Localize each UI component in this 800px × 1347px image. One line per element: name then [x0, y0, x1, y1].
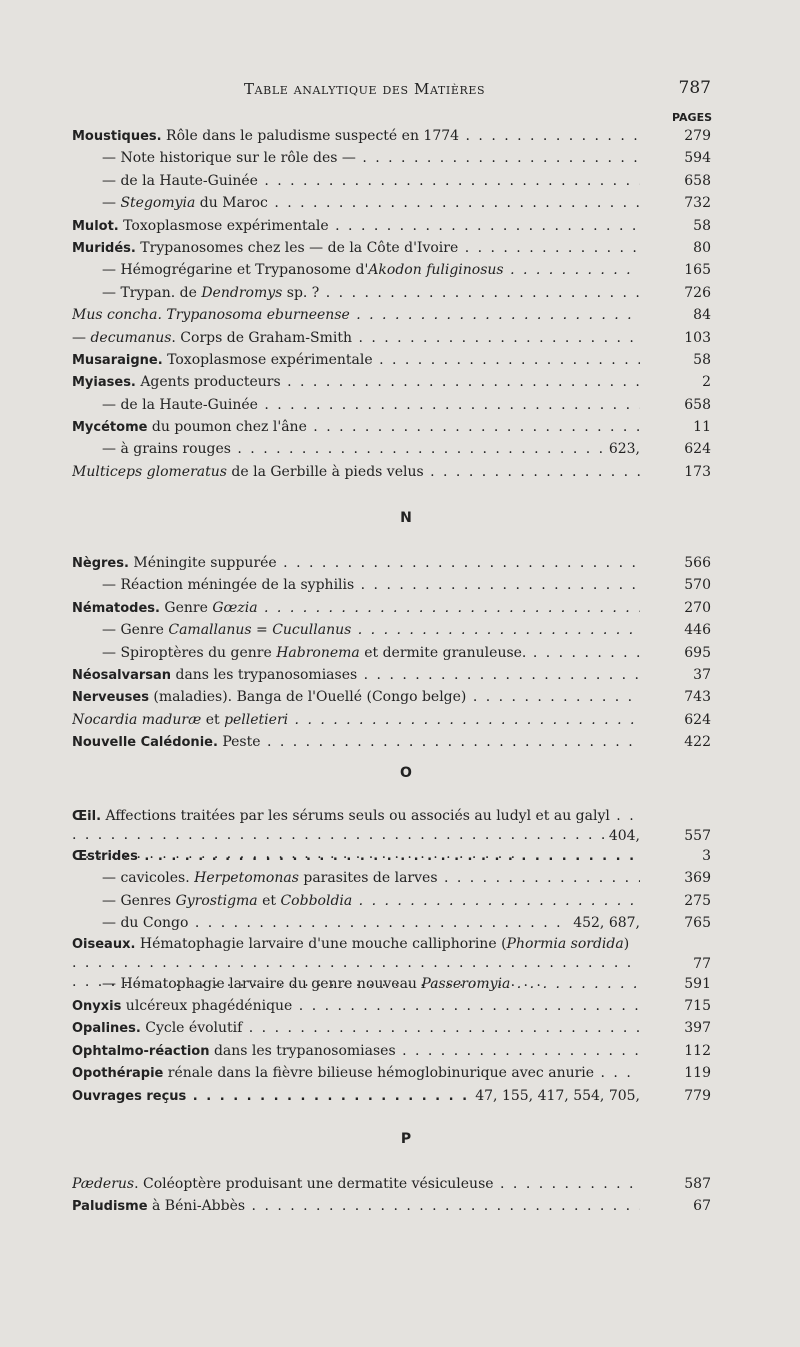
entry-heading: Opothérapie [72, 1066, 164, 1082]
entry-italic-term: decumanus [90, 329, 172, 346]
entry-text [72, 597, 640, 620]
entry-page-ref: 275 [684, 892, 711, 909]
index-entry [0, 192, 800, 214]
entry-description: Toxoplasmose expérimentale . . . [119, 218, 640, 234]
entry-italic-term: Habronema [276, 644, 360, 661]
index-entry [0, 597, 800, 619]
index-section-o [0, 763, 800, 1107]
index-entry [0, 327, 800, 349]
entry-description: ulcéreux phagédénique . . . [121, 998, 640, 1014]
entry-description: Genre [120, 622, 169, 639]
entry-description: — [72, 329, 91, 346]
entry-text [72, 1017, 640, 1040]
index-section-n [0, 508, 800, 754]
entry-description: Genre [159, 599, 213, 616]
entry-description: du Congo . . . [120, 915, 640, 931]
entry-description: . Coléoptère produisant une dermatite vésiculeuse . . . [134, 1176, 640, 1192]
entry-heading: Œil. [72, 809, 102, 824]
entry-description: Agents producteurs . . . [136, 374, 640, 390]
entry-text [72, 995, 640, 1018]
index-entry [0, 1173, 800, 1195]
entry-italic-term: Gyrostigma [175, 892, 258, 909]
entry-italic-term: Mus concha. Trypanosoma eburneense . . . [72, 307, 640, 323]
entry-description: . Corps de Graham-Smith . . . [171, 330, 640, 346]
index-entry [0, 371, 800, 393]
section-letter: O [400, 765, 412, 781]
entry-page-ref: 67 [693, 1198, 711, 1215]
entry-page-ref: 594 [684, 150, 711, 167]
entry-description: — [102, 870, 121, 887]
entry-page-ref: 591 [684, 975, 711, 992]
entry-heading: Opalines. [72, 1021, 141, 1037]
entry-text [102, 438, 640, 460]
index-entry [0, 349, 800, 371]
entry-page-ref: 119 [684, 1065, 711, 1082]
entry-text [72, 215, 640, 238]
entry-page-ref: 77 [693, 955, 711, 972]
entry-heading: Œstrides . . . [72, 849, 640, 864]
index-entry [0, 574, 800, 596]
entry-text [102, 574, 640, 596]
entry-text [72, 371, 640, 394]
entry-description: — [102, 284, 121, 301]
index-entry [0, 709, 800, 731]
index-entry [0, 686, 800, 708]
entry-description: rénale dans la fièvre bilieuse hémoglobinurique avec anurie . . . [163, 1065, 640, 1081]
entry-text [72, 327, 640, 349]
entry-description: Hémogrégarine et Trypanosome d' [120, 262, 369, 279]
entry-description: Affections traitées par les sérums seuls ou associés au ludyl et au galyl . . . [72, 808, 636, 862]
entry-heading: Mycétome [72, 420, 148, 436]
entry-description: — [102, 975, 121, 992]
entry-heading: Muridés. [72, 240, 136, 256]
entry-description: ) . . . [72, 936, 633, 990]
entry-description: Genres [120, 892, 176, 909]
entry-text [102, 619, 640, 641]
index-section-p [0, 1129, 800, 1218]
entry-text [72, 304, 640, 326]
entry-text [72, 731, 640, 754]
entry-page-ref: 58 [693, 351, 711, 368]
entry-italic-term: Herpetomonas [194, 870, 299, 887]
index-entry [0, 394, 800, 416]
index-entry [0, 438, 800, 460]
entry-description: de la Gerbille à pieds velus . . . [227, 464, 640, 480]
entry-italic-term: Stegomyia [120, 195, 196, 212]
entry-text [102, 973, 640, 995]
index-entry [0, 642, 800, 664]
entry-page-ref: 173 [684, 463, 711, 480]
entry-page-ref: 566 [684, 555, 711, 571]
entry-italic-term: pelletieri . . . [224, 712, 640, 728]
index-entry [0, 664, 800, 686]
entry-page-ref: 570 [684, 577, 711, 594]
entry-description: sp. ? . . . [282, 285, 640, 301]
entry-page-ref: 397 [684, 1020, 711, 1037]
entry-text [72, 845, 640, 868]
entry-heading: Nématodes. [72, 600, 160, 616]
index-entry [0, 282, 800, 304]
entry-description: Spiroptères du genre [120, 644, 277, 661]
entry-text [72, 1062, 640, 1085]
entry-description: — [102, 441, 121, 458]
entry-text [102, 394, 640, 416]
entry-description: — [102, 396, 121, 413]
index-entry [0, 259, 800, 281]
entry-text [72, 416, 640, 439]
index-entry [0, 147, 800, 169]
entry-description: — [102, 915, 121, 932]
entry-heading: Onyxis [72, 998, 122, 1014]
entry-extra-pages: 404, [605, 825, 640, 847]
entry-page-ref: 695 [684, 644, 711, 661]
index-entry [0, 1062, 800, 1084]
entry-page-ref: 624 [684, 441, 711, 458]
entry-description: du poumon chez l'âne . . . [147, 419, 640, 435]
index-entry [0, 845, 800, 867]
entry-description: — [102, 622, 121, 639]
entry-description: Méningite suppurée . . . [129, 555, 640, 571]
entry-description: (maladies). Banga de l'Ouellé (Congo belge) . . . [149, 689, 640, 705]
entry-heading: Nouvelle Calédonie. [72, 735, 218, 751]
entry-description: de la Haute-Guinée . . . [120, 397, 640, 413]
entry-description: — [102, 172, 121, 189]
entry-heading: Nerveuses [72, 690, 149, 706]
entry-heading: Moustiques. [72, 129, 162, 144]
entry-page-ref: 743 [684, 689, 711, 706]
entry-description: à grains rouges . . . [120, 441, 640, 457]
index-entry [0, 1017, 800, 1039]
entry-page-ref: 422 [684, 734, 711, 751]
entry-description: Cycle évolutif . . . [141, 1020, 640, 1036]
entry-page-ref: 2 [702, 374, 711, 391]
entry-italic-term: Camallanus = Cucullanus . . . [168, 622, 640, 638]
entry-description: de la Haute-Guinée . . . [120, 173, 640, 189]
index-entry [0, 170, 800, 192]
index-entry [0, 731, 800, 753]
entry-text [72, 237, 640, 260]
entry-italic-term: Cobboldia . . . [280, 893, 640, 909]
entry-description: — [102, 262, 121, 279]
entry-page-ref: 715 [684, 997, 711, 1014]
index-entry [0, 867, 800, 889]
index-entry [0, 995, 800, 1017]
entry-page-ref: 658 [684, 172, 711, 189]
section-letter: P [400, 1131, 412, 1147]
entry-description: — [102, 150, 121, 167]
entry-text [72, 664, 640, 687]
entry-extra-pages: 47, 155, 417, 554, 705, [471, 1085, 640, 1107]
entry-text [102, 282, 640, 304]
entry-text [102, 259, 640, 281]
entry-page-ref: 37 [693, 666, 711, 683]
entry-extra-pages: 452, 687, [569, 912, 640, 934]
pages-column-label: PAGES [671, 111, 712, 124]
entry-page-ref: 279 [684, 128, 711, 144]
entry-page-ref: 11 [693, 419, 711, 436]
entry-text [72, 125, 640, 148]
entry-description: Toxoplasmose expérimentale . . . [163, 352, 640, 368]
entry-page-ref: 587 [684, 1176, 711, 1192]
entry-page-ref: 624 [684, 711, 711, 728]
entry-text [72, 709, 640, 731]
entry-page-ref: 557 [684, 828, 711, 844]
entry-page-ref: 165 [684, 262, 711, 279]
entry-description: du Maroc . . . [195, 195, 640, 211]
entry-page-ref: 658 [684, 396, 711, 413]
entry-page-ref: 80 [693, 239, 711, 256]
entry-description: — [102, 644, 121, 661]
page-number: 787 [678, 78, 711, 98]
entry-page-ref: 732 [684, 195, 711, 212]
index-entry [0, 619, 800, 641]
entry-text [72, 349, 640, 372]
entry-text [102, 912, 640, 934]
entry-heading: Ouvrages reçus . . . [72, 1089, 640, 1104]
section-letter: N [400, 510, 412, 526]
entry-description: cavicoles. [120, 870, 195, 887]
entry-page-ref: 84 [693, 307, 711, 324]
entry-extra-pages: 623, [605, 438, 640, 460]
index-entry [0, 1085, 800, 1107]
index-entry [0, 912, 800, 934]
entry-text [102, 192, 640, 214]
entry-description: Note historique sur le rôle des — . . . [120, 150, 640, 166]
entry-text [102, 642, 640, 664]
entry-text [102, 147, 640, 169]
index-entry [0, 215, 800, 237]
entry-description: et dermite granuleuse. . . . [360, 645, 640, 661]
entry-heading: Oiseaux. [72, 936, 136, 952]
entry-page-ref: 103 [684, 329, 711, 346]
entry-italic-term: Dendromys [201, 284, 283, 301]
entry-text [72, 1195, 640, 1218]
entry-text [72, 1173, 640, 1195]
entry-text [102, 867, 640, 889]
entry-italic-term: Passeromyia . . . [421, 976, 640, 992]
entry-page-ref: 765 [684, 915, 711, 932]
entry-description: Hématophagie larvaire d'une mouche calliphorine ( [135, 935, 507, 952]
entry-description: et [201, 711, 225, 728]
entry-description: Trypanosomes chez les — de la Côte d'Ivoire . . . [136, 240, 640, 256]
entry-text [72, 686, 640, 709]
entry-page-ref: 726 [684, 284, 711, 301]
entry-description: — [102, 195, 121, 212]
entry-italic-term: Multiceps glomeratus [72, 463, 227, 480]
entry-heading: Nègres. [72, 556, 129, 571]
index-entry [0, 807, 800, 845]
entry-text [72, 1040, 640, 1063]
entry-page-ref: 779 [684, 1087, 711, 1104]
entry-text [102, 890, 640, 912]
entry-heading: Mulot. [72, 218, 119, 234]
entry-description: à Béni-Abbès . . . [148, 1198, 640, 1214]
index-entry [0, 416, 800, 438]
entry-italic-term: Nocardia maduræ [72, 711, 202, 728]
entry-description: parasites de larves . . . [299, 870, 640, 886]
index-entry [0, 461, 800, 483]
running-head [0, 78, 800, 100]
index-entry [0, 552, 800, 574]
entry-page-ref: 3 [702, 848, 711, 864]
entry-description: dans les trypanosomiases . . . [171, 667, 640, 683]
entry-italic-term: Pæderus [72, 1176, 135, 1192]
entry-description: Réaction méningée de la syphilis . . . [120, 577, 640, 593]
entry-italic-term: Gœzia . . . [212, 600, 640, 616]
entry-text [72, 552, 640, 575]
index-entry [0, 1195, 800, 1217]
entry-page-ref: 446 [684, 622, 711, 639]
entry-italic-term: Phormia sordida [506, 935, 624, 952]
entry-page-ref: 369 [684, 870, 711, 887]
index-section-m [0, 125, 800, 483]
entry-heading: Myiases. [72, 375, 136, 391]
index-entry [0, 237, 800, 259]
entry-description: Hématophagie larvaire du genre nouveau [120, 975, 422, 992]
entry-description: dans les trypanosomiases . . . [210, 1043, 641, 1059]
entry-page-ref: 270 [684, 599, 711, 616]
entry-description: Trypan. de [120, 284, 202, 301]
index-entry [0, 890, 800, 912]
index-entry [0, 973, 800, 995]
index-entry [0, 1040, 800, 1062]
entry-text [72, 461, 640, 483]
running-title: Table analytique des Matières [244, 80, 486, 98]
entry-description: — [102, 892, 121, 909]
index-entry [0, 935, 800, 973]
entry-heading: Musaraigne. [72, 352, 163, 368]
index-entry [0, 125, 800, 147]
entry-heading: Paludisme [72, 1199, 148, 1215]
entry-heading: Ophtalmo-réaction [72, 1043, 210, 1059]
entry-description: Rôle dans le paludisme suspecté en 1774 . . . [162, 128, 640, 144]
entry-page-ref: 58 [693, 217, 711, 234]
entry-italic-term: Akodon fuliginosus . . . [368, 262, 640, 278]
index-entry [0, 304, 800, 326]
entry-text [102, 170, 640, 192]
entry-page-ref: 112 [684, 1042, 711, 1059]
entry-description: — [102, 577, 121, 594]
entry-heading: Néosalvarsan [72, 667, 172, 683]
entry-description: et [257, 892, 281, 909]
entry-description: Peste . . . [218, 734, 640, 750]
